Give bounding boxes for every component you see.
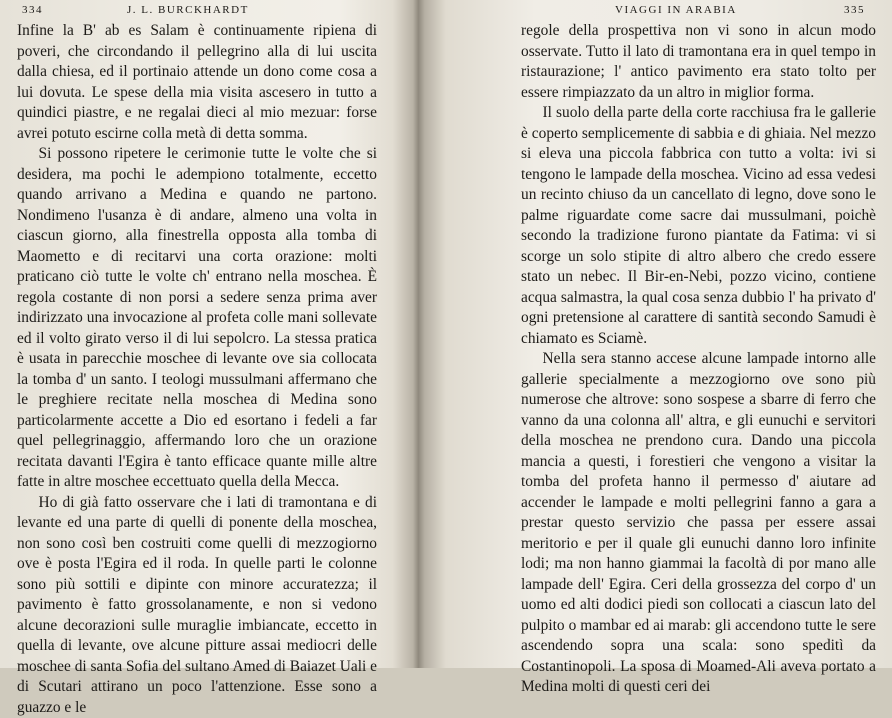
- left-page-number: 334: [22, 4, 43, 16]
- left-page: [0, 0, 410, 668]
- right-page-text: [521, 21, 876, 698]
- left-page-text: [17, 21, 377, 718]
- right-page-number: 335: [844, 4, 865, 16]
- left-paragraph-2: Si possono ripetere le cerimonie tutte le volte che si desidera, ma pochi le adempiono totalmente, eccetto quando arrivano a Medina e quando ne partono. Nondimeno l'usanza è di andare, almeno una volta in ciascun giorno, alla finestrella opposta alla tomba di Maometto e di recitarvi una corta orazione: molti praticano ciò tutte le volte ch' entrano nella moschea. È regola costante di non porsi a sedere senza prima aver indirizzato una invocazione al profeta colle mani sollevate ed il volto girato verso il di lui sepolcro. La stessa pratica è usata in parecchie moschee di levante ove sia collocata la tomba d' un santo. I teologi mussulmani affermano che le preghiere recitate nella moschea di Medina sono particolarmente accette a Dio ed esortano i fedeli a far quel pellegrinaggio, affermando loro che un orazione recitata davanti l'Egira è tanto efficace quante mille altre fatte in altre moschee eccettuato quella della Mecca.: [17, 144, 377, 493]
- right-continuation: regole della prospettiva non vi sono in alcun modo osservate. Tutto il lato di tramontana era in quel tempo in ristaurazione; l' antico pavimento era stato tolto per essere rimpiazzato da un altro in miglior forma.: [521, 21, 876, 103]
- right-running-title: VIAGGI IN ARABIA: [615, 4, 737, 16]
- left-paragraph-3: Ho di già fatto osservare che i lati di tramontana e di levante ed una parte di quelli di ponente della moschea, non sono così ben costruiti come quelli di mezzogiorno ove è posta l'Egira ed il roda. In quelle parti le colonne sono più sottili e dipinte con minore accuratezza; il pavimento è fatto grossolanamente, e non si vedono alcune decorazioni sulle muraglie imbiancate, eccetto in quella di levante, ove alcune pitture assai mediocri delle moschee di santa Sofia del sultano Amed di Baiazet Uali e di Scutari attirano un poco l'attenzione. Esse sono a guazzo e le: [17, 493, 377, 718]
- right-running-head: [500, 4, 865, 20]
- right-paragraph-1: Il suolo della parte della corte racchiusa fra le gallerie è coperto semplicemente di sabbia e di ghiaia. Nel mezzo si eleva una piccola fabbrica con tutto a volta: ivi si tengono le lampade della moschea. Vicino ad essa vedesi un recinto chiuso da un cancellato di legno, dove sono le palme riguardate come sacre dai mussulmani, poichè secondo la tradizione furono piantate da Fatima: vi si scorge un solo stipite di altro albero che credo essere stato un nebec. Il Bir-en-Nebi, pozzo vicino, contiene acqua salmastra, la qual cosa senza dubbio l' ha privato d' ogni pretensione al carattere di santità secondo Samudi è chiamato es Sciamè.: [521, 103, 876, 349]
- right-page: [414, 0, 892, 668]
- right-paragraph-2: Nella sera stanno accese alcune lampade intorno alle gallerie specialmente a mezzogiorno ove sono più numerose che altrove: sono sospese a sbarre di ferro che vanno da una colonna all' altra, e gli eunuchi e servitori della moschea ne prendono cura. Dando una piccola mancia a questi, i forestieri che vengono a visitar la tomba del profeta hanno il permesso d' aiutare ad accender le lampade e molti pellegrini fanno a gara a prestar questo servizio che passa per essere assai meritorio e per il quale gli eunuchi danno loro infinite lodi; ma non hanno giammai la facoltà di por mano alle lampade dell' Egira. Ceri della grossezza del corpo d' un uomo ed alti dodici piedi son collocati a ciascun lato del pulpito o mambar ed ai marab: gli accendono tutte le sere ascendendo sopra una scala: sono speditì da Costantinopoli. La sposa di Moamed-Ali aveva portato a Medina molti di questi ceri dei: [521, 349, 876, 698]
- left-running-title: J. L. BURCKHARDT: [127, 4, 249, 16]
- left-running-head: [22, 4, 382, 20]
- left-paragraph-1: Infine la B' ab es Salam è continuamente ripiena di poveri, che circondando il pellegrino alla di lui uscita dalla chiesa, ed il portinaio attende un dono come cosa a lui dovuta. Le spese della mia visita ascesero in tutto a quindici piastre, e ne regalai dieci al mio mezuar: forse avrei potuto escirne colla metà di detta somma.: [17, 21, 377, 144]
